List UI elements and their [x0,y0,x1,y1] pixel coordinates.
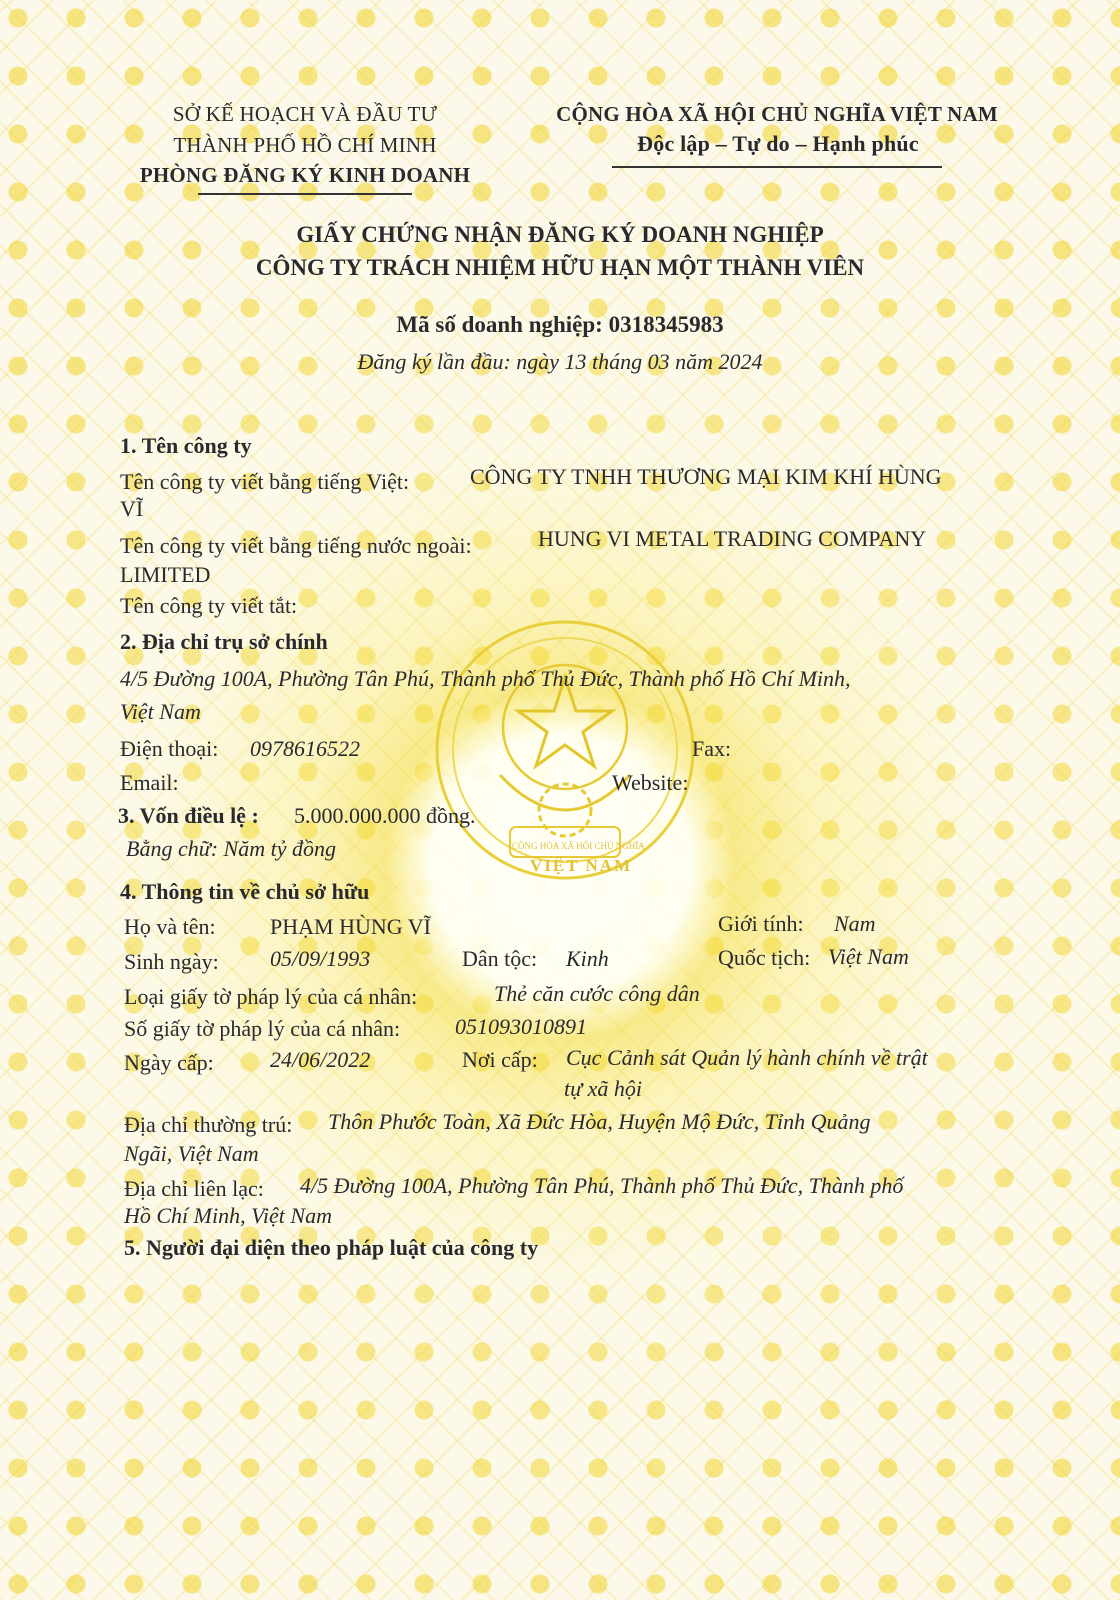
agency-line-3: PHÒNG ĐĂNG KÝ KINH DOANH [139,163,471,187]
issue-place-label: Nơi cấp: [462,1047,538,1072]
certificate-title: GIẤY CHỨNG NHẬN ĐĂNG KÝ DOANH NGHIỆP [296,222,824,247]
gender-label: Giới tính: [718,911,804,936]
charter-capital-in-words: Bằng chữ: Năm tỷ đồng [126,836,336,861]
owner-name-label: Họ và tên: [124,914,216,939]
motto-underline [612,166,942,168]
head-office-address-line-2: Việt Nam [120,699,201,724]
charter-capital-value: 5.000.000.000 đồng. [294,803,476,828]
foreign-name-value: HUNG VI METAL TRADING COMPANY [538,526,927,551]
phone-label: Điện thoại: [120,736,219,761]
foreign-name-value-cont: LIMITED [120,562,211,587]
section-2-heading: 2. Địa chỉ trụ sở chính [120,629,328,654]
contact-address-line-1: 4/5 Đường 100A, Phường Tân Phú, Thành phố Thủ Đức, Thành phố [300,1173,904,1198]
issue-place-line-2: tự xã hội [564,1076,642,1101]
motto: Độc lập – Tự do – Hạnh phúc [637,131,919,156]
dob-label: Sinh ngày: [124,949,219,974]
nationality-value: Việt Nam [828,944,909,969]
head-office-address-line-1: 4/5 Đường 100A, Phường Tân Phú, Thành phố Thủ Đức, Thành phố Hồ Chí Minh, [120,666,851,691]
contact-address-line-2: Hồ Chí Minh, Việt Nam [124,1203,332,1228]
section-1-heading: 1. Tên công ty [120,433,252,458]
id-type-label: Loại giấy tờ pháp lý của cá nhân: [124,984,418,1009]
section-3-heading: 3. Vốn điều lệ : [118,803,259,828]
issue-place-line-1: Cục Cảnh sát Quản lý hành chính về trật [566,1045,928,1070]
section-4-heading: 4. Thông tin về chủ sở hữu [120,879,370,904]
issue-date-label: Ngày cấp: [124,1050,214,1075]
agency-line-1: SỞ KẾ HOẠCH VÀ ĐẦU TƯ [172,102,438,126]
vn-name-label: Tên công ty viết bằng tiếng Việt: [120,469,410,494]
email-label: Email: [120,770,179,795]
phone-value: 0978616522 [250,736,360,761]
company-type: CÔNG TY TRÁCH NHIỆM HỮU HẠN MỘT THÀNH VIÊN [255,255,865,280]
issue-date-value: 24/06/2022 [270,1047,371,1072]
vn-name-value: CÔNG TY TNHH THƯƠNG MẠI KIM KHÍ HÙNG [470,464,942,489]
id-number-value: 051093010891 [455,1014,587,1039]
contact-address-label: Địa chỉ liên lạc: [124,1176,264,1201]
short-name-label: Tên công ty viết tắt: [120,593,298,618]
vn-name-value-cont: VĨ [120,496,144,521]
foreign-name-label: Tên công ty viết bằng tiếng nước ngoài: [120,533,472,558]
nationality-label: Quốc tịch: [718,945,811,970]
owner-name-value: PHẠM HÙNG VĨ [270,914,431,939]
section-5-heading: 5. Người đại diện theo pháp luật của công ty [124,1235,539,1260]
ethnicity-label: Dân tộc: [462,946,538,971]
emblem-text-bottom: VIỆT NAM [530,856,633,875]
permanent-address-label: Địa chỉ thường trú: [124,1112,293,1137]
country-name: CỘNG HÒA XÃ HỘI CHỦ NGHĨA VIỆT NAM [556,102,998,126]
enterprise-code: Mã số doanh nghiệp: 0318345983 [396,312,724,337]
emblem-text-top: CỘNG HÒA XÃ HỘI CHỦ NGHĨA [512,841,645,851]
id-number-label: Số giấy tờ pháp lý của cá nhân: [124,1016,401,1041]
permanent-address-line-2: Ngãi, Việt Nam [124,1141,259,1166]
gender-value: Nam [834,911,876,936]
fax-label: Fax: [692,736,732,761]
first-registration-date: Đăng ký lần đầu: ngày 13 tháng 03 năm 2024 [357,349,763,374]
agency-line-2: THÀNH PHỐ HỒ CHÍ MINH [173,133,437,157]
dob-value: 05/09/1993 [270,946,371,971]
id-type-value: Thẻ căn cước công dân [494,981,700,1006]
website-label: Website: [612,770,689,795]
ethnicity-value: Kinh [566,946,609,971]
agency-underline [198,193,412,195]
permanent-address-line-1: Thôn Phước Toàn, Xã Đức Hòa, Huyện Mộ Đức, Tỉnh Quảng [328,1109,871,1134]
